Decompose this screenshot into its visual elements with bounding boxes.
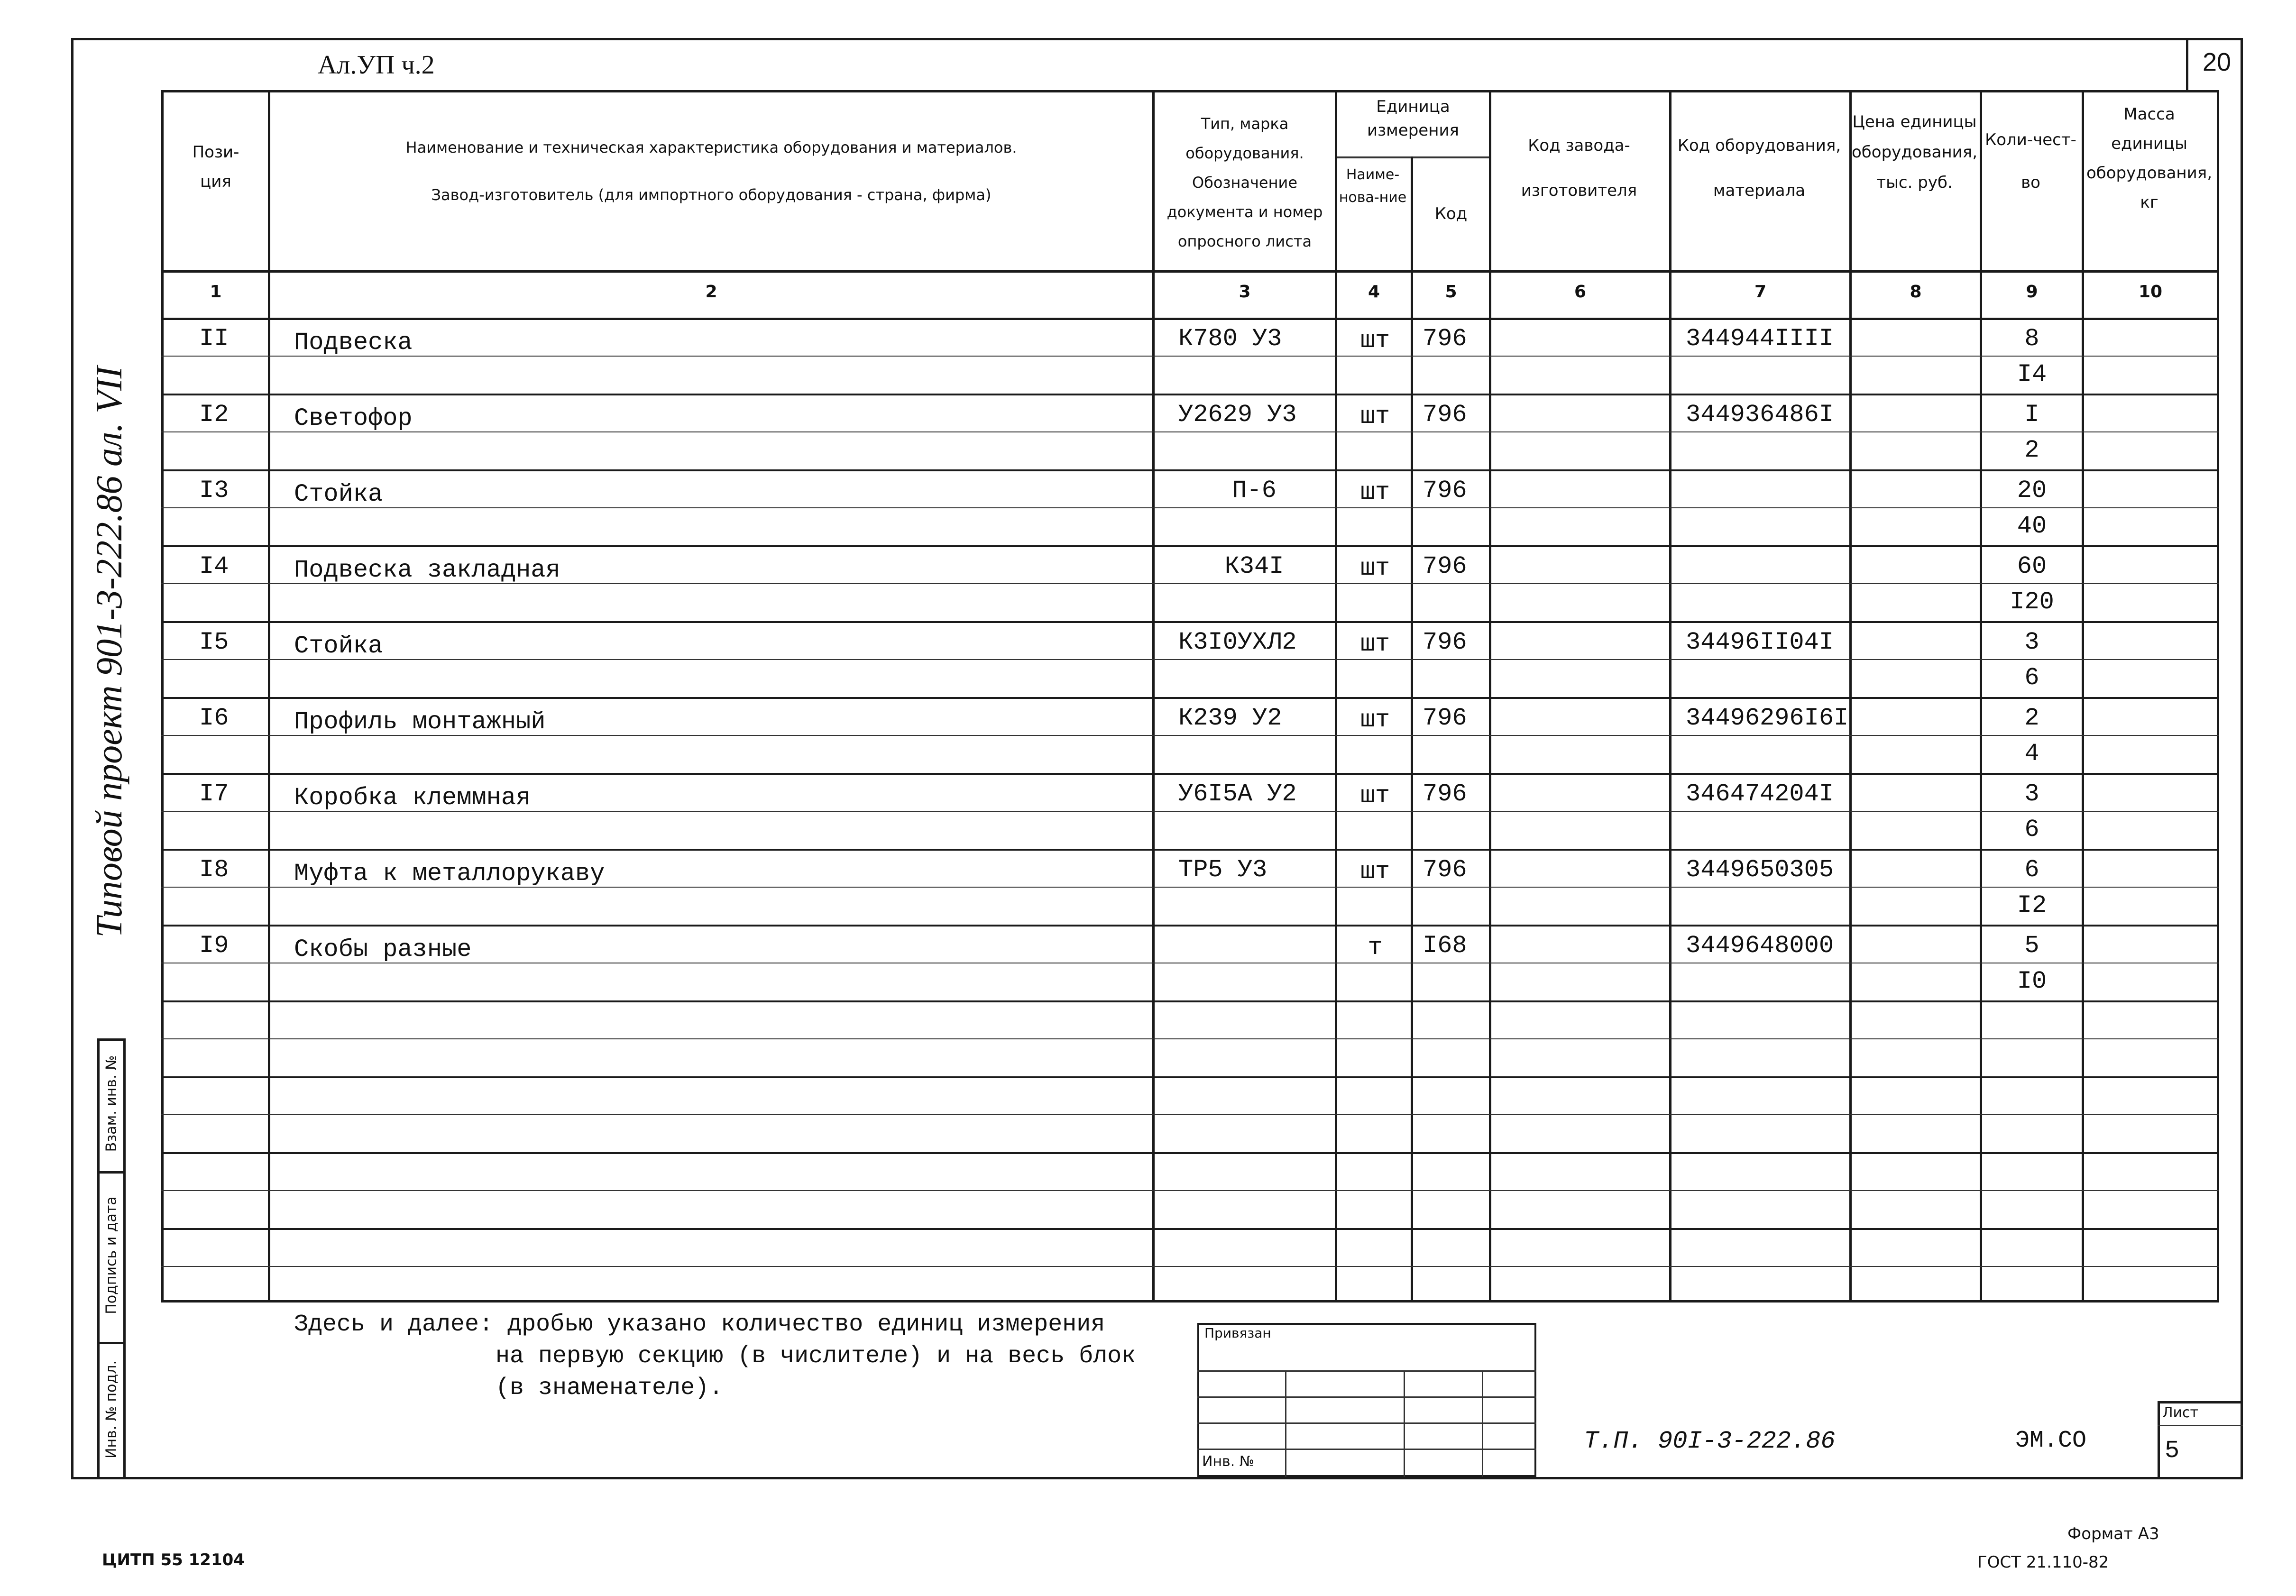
row-unit-code: 796 [1423,552,1467,580]
row-qty-block: I0 [2017,967,2047,995]
colnum-4: 4 [1368,282,1380,302]
row-unit-code: I68 [1423,932,1467,960]
table-row-line [161,1038,2219,1039]
table-row-line [161,394,2219,395]
row-position: I9 [199,932,229,960]
row-position: II [199,325,229,353]
row-name: Профиль монтажный [294,708,546,736]
col-line-9 [2082,90,2084,1302]
row-name: Подвеска [294,329,413,357]
sheet-box-top [2158,1401,2243,1403]
row-qty-section: 2 [2024,704,2039,732]
row-qty-section: I [2024,401,2039,429]
table-top-line [161,90,2219,92]
row-qty-section: 60 [2017,552,2047,580]
row-material-code: 3449650305 [1686,856,1834,884]
note-line-3: (в знаменателе). [496,1375,724,1402]
table-row-line [161,469,2219,471]
row-name: Светофор [294,404,413,432]
sheet-box-mid [2158,1425,2243,1426]
row-type: К780 У3 [1178,325,1282,353]
table-row-line [161,659,2219,660]
row-type: К34I [1224,552,1284,580]
row-qty-block: 6 [2024,664,2039,692]
table-row-line [161,1228,2219,1230]
row-unit: т [1368,934,1383,962]
row-position: I4 [199,552,229,580]
row-qty-section: 8 [2024,325,2039,353]
row-position: I8 [199,856,229,884]
colnum-10: 10 [2138,282,2163,302]
header-col8: Цена единицы оборудования, тыс. руб. [1852,112,1978,192]
row-unit: шт [1360,782,1390,810]
row-type: К239 У2 [1178,704,1282,732]
col-line-10 [2217,90,2219,1302]
row-unit: шт [1360,403,1390,431]
row-position: I3 [199,477,229,504]
colnum-3: 3 [1239,282,1251,302]
sheet-label: Лист [2162,1404,2199,1421]
side-box-div1 [97,1171,126,1174]
header-col2-line1: Наименование и техническая характеристика оборудования и материалов. [405,138,1017,156]
album-label: Ал.УП ч.2 [318,50,435,80]
row-unit-code: 796 [1423,704,1467,732]
header-col2-line2: Завод-изготовитель (для импортного оборудования - страна, фирма) [431,186,992,204]
row-qty-block: I2 [2017,891,2047,919]
col-line-4 [1411,156,1413,1302]
side-box-top [97,1038,126,1041]
sheet-number: 5 [2165,1437,2180,1465]
row-qty-block: I4 [2017,360,2047,388]
row-name: Стойка [294,632,383,660]
row-qty-section: 6 [2024,856,2039,884]
header-col4: Наиме-нова-ние [1339,166,1407,206]
row-unit: шт [1360,327,1390,355]
col-line-6 [1669,90,1671,1302]
header-col6: Код завода-изготовителя [1521,136,1637,200]
attached-line-3 [1197,1422,1536,1424]
row-type: У6I5А У2 [1178,780,1297,808]
col-line-8 [1980,90,1982,1302]
table-row-line [161,507,2219,508]
row-qty-section: 5 [2024,932,2039,960]
unit-group-line [1335,156,1491,158]
table-row-line [161,773,2219,775]
row-name: Скобы разные [294,936,472,963]
table-bottom-line [161,1300,2219,1302]
header-bottom-line [161,270,2219,273]
row-type: ТР5 У3 [1178,856,1267,884]
frame-bottom [71,1477,2243,1479]
row-type: П-6 [1232,477,1277,504]
row-unit: шт [1360,706,1390,734]
col-line-5 [1489,90,1491,1302]
colnum-7: 7 [1754,282,1767,302]
col-line-3 [1335,90,1337,1302]
row-position: I2 [199,401,229,429]
footer-gost: ГОСТ 21.110-82 [1977,1553,2109,1572]
header-col7: Код оборудования, материала [1677,136,1841,200]
row-material-code: 3449648000 [1686,932,1834,960]
page-number-divider [2186,38,2188,90]
row-material-code: 34496296I6I [1686,704,1849,732]
frame-left [71,38,73,1479]
side-box-left [97,1038,100,1477]
attached-line-2 [1197,1396,1536,1398]
table-row-line [161,1152,2219,1154]
side-label-instead-inv: Взам. инв. № [103,1055,120,1152]
row-material-code: 344936486I [1686,401,1834,429]
row-unit-code: 796 [1423,477,1467,504]
colnum-8: 8 [1910,282,1922,302]
attached-line-1 [1197,1370,1536,1372]
row-unit: шт [1360,630,1390,658]
side-label-inv-orig: Инв. № подл. [103,1360,120,1458]
row-unit: шт [1360,478,1390,506]
table-row-line [161,1266,2219,1267]
table-row-line [161,621,2219,623]
row-qty-block: 6 [2024,816,2039,844]
row-material-code: 346474204I [1686,780,1834,808]
table-row-line [161,356,2219,357]
row-unit-code: 796 [1423,780,1467,808]
row-type: У2629 У3 [1178,401,1297,429]
row-material-code: 34496II04I [1686,628,1834,656]
row-type: К3I0УХЛ2 [1178,628,1297,656]
table-row-line [161,1190,2219,1191]
attached-line-4 [1197,1449,1536,1450]
sheet-box-left [2158,1401,2160,1477]
row-name: Стойка [294,480,383,508]
page-number: 20 [2202,48,2232,76]
attached-vline-2 [1404,1370,1405,1477]
colnum-2: 2 [705,282,717,302]
col-line-1 [268,90,270,1302]
inv-no-label: Инв. № [1202,1453,1255,1470]
note-line-2: на первую секцию (в числителе) и на весь блок [496,1343,1136,1370]
footer-left: ЦИТП 55 12104 [102,1550,245,1569]
colnum-9: 9 [2026,282,2038,302]
row-qty-section: 3 [2024,628,2039,656]
row-qty-block: 4 [2024,740,2039,768]
doc-code: Т.П. 90I-3-222.86 [1584,1427,1836,1455]
col-line-2 [1152,90,1155,1302]
frame-top [71,38,2243,40]
side-stamp: Типовой проект 901-3-222.86 ал. VII [88,366,129,938]
header-col1: Пози- ция [192,143,239,191]
table-row-line [161,1114,2219,1115]
table-row-line [161,849,2219,851]
col-line-0 [161,90,164,1302]
colnum-1: 1 [210,282,222,302]
header-col10: Масса единицы оборудования, кг [2086,105,2213,212]
row-qty-block: 2 [2024,436,2039,464]
row-unit-code: 796 [1423,401,1467,429]
table-row-line [161,1000,2219,1002]
row-qty-section: 3 [2024,780,2039,808]
row-material-code: 344944IIII [1686,325,1834,353]
row-unit-code: 796 [1423,856,1467,884]
row-unit-code: 796 [1423,325,1467,353]
note-line-1: Здесь и далее: дробью указано количество единиц измерения [294,1311,1105,1338]
table-row-line [161,925,2219,926]
attached-label: Привязан [1204,1325,1271,1341]
row-position: I5 [199,628,229,656]
col-line-7 [1849,90,1852,1302]
colnum-6: 6 [1574,282,1587,302]
row-name: Коробка клеммная [294,784,531,812]
row-position: I6 [199,704,229,732]
colnum-bottom-line [161,318,2219,320]
doc-mark: ЭМ.СО [2015,1427,2087,1454]
header-col3: Тип, марка оборудования. Обозначение документа и номер опросного листа [1166,115,1323,250]
table-row-line [161,1076,2219,1078]
table-row-line [161,431,2219,432]
side-box-mid [123,1038,126,1477]
row-unit-code: 796 [1423,628,1467,656]
header-unit-group: Единица измерения [1367,97,1460,140]
row-position: I7 [199,780,229,808]
side-label-sign-date: Подпись и дата [103,1196,120,1314]
table-row-line [161,697,2219,699]
attached-vline-3 [1482,1370,1483,1477]
row-unit: шт [1360,554,1390,582]
row-qty-block: 40 [2017,512,2047,540]
row-qty-section: 20 [2017,477,2047,504]
header-col9: Коли-чест-во [1985,130,2076,192]
colnum-5: 5 [1445,282,1457,302]
table-row-line [161,545,2219,547]
row-name: Муфта к металлорукаву [294,860,605,888]
row-name: Подвеска закладная [294,556,560,584]
frame-right [2241,38,2243,1479]
header-col5: Код [1434,204,1468,223]
attached-vline-1 [1285,1370,1286,1477]
row-unit: шт [1360,858,1390,886]
row-qty-block: I20 [2010,588,2054,616]
footer-format: Формат А3 [2067,1524,2159,1543]
